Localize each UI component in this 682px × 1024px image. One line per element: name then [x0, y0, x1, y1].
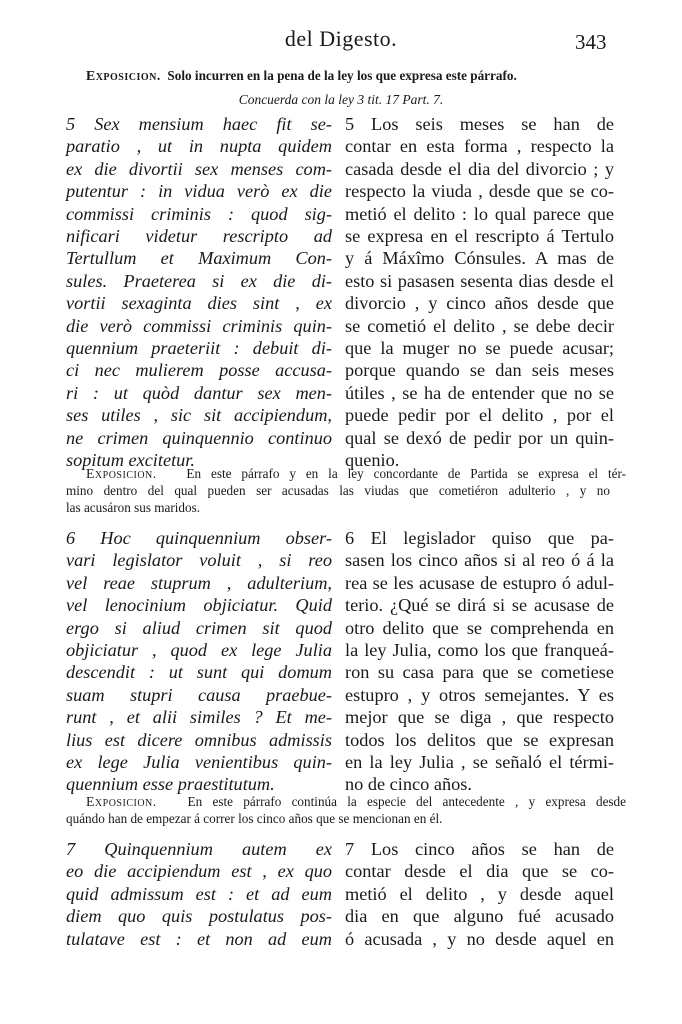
exposicion-text-line: mino dentro del qual pueden ser acusadas las viudas que cometiéron adulterio , y no	[66, 483, 610, 498]
section-7-latin	[66, 838, 332, 950]
exposicion-text-line: quándo han de empezar á correr los cinco años que se mencionan en él.	[66, 811, 443, 826]
latin-text-line: descendit : ut sunt qui domum	[66, 662, 332, 683]
section-5-spanish	[345, 113, 614, 472]
section-6-latin	[66, 527, 332, 796]
latin-text-line: 7 Quinquennium autem ex	[66, 839, 332, 859]
spanish-text-line: estupro , y otros semejantes. Y es	[345, 684, 614, 705]
spanish-text-line: casada desde el dia del divorcio ; y	[345, 158, 614, 179]
exposicion-text-line: las acusáron sus maridos.	[66, 500, 201, 515]
latin-text-line: ses utiles , sic sit accipiendum,	[66, 405, 332, 426]
latin-text-line: die verò commissi criminis quin-	[66, 315, 332, 336]
latin-text-line: 6 Hoc quinquennium obser-	[66, 528, 332, 548]
spanish-text-line: qual se dexó de pedir por un quin-	[345, 427, 614, 448]
spanish-text-line: dia en que alguno fué acusado	[345, 906, 614, 927]
latin-text-line: vel reae stuprum , adulterium,	[66, 572, 332, 593]
spanish-text-line: la ley Julia, como los que franqueá-	[345, 640, 614, 661]
latin-text-line: ergo si aliud crimen sit quod	[66, 617, 332, 638]
spanish-text-line: contar desde el dia que se co-	[345, 861, 614, 882]
latin-text-line: ex lege Julia venientibus quin-	[66, 752, 332, 773]
exposicion-text-line: En este párrafo continúa la especie del antecedente , y expresa desde	[187, 794, 627, 809]
spanish-text-line: se expresa en el rescripto á Tertulo	[345, 226, 614, 247]
spanish-text-line: sasen los cinco años si al reo ó á la	[345, 550, 614, 571]
exposicion-note-3	[86, 793, 626, 810]
latin-text-line: sules. Praeterea si ex die di-	[66, 270, 332, 291]
spanish-text-line: puede pedir por el delito , por el	[345, 405, 614, 426]
spanish-text-line: mejor que se diga , que respecto	[345, 707, 614, 728]
spanish-text-line: ron su casa para que se cometiese	[345, 662, 614, 683]
spanish-text-line: metió el delito : lo qual parece que	[345, 203, 614, 224]
latin-text-line: quennium praeteriit : debuit di-	[66, 338, 332, 359]
exposicion-label: Exposicion.	[86, 68, 161, 83]
spanish-text-line: y á Máxîmo Cónsules. A mas de	[345, 248, 614, 269]
running-head-title: del Digesto.	[284, 26, 398, 51]
exposicion-label: Exposicion.	[86, 466, 157, 481]
spanish-text-line: esto si pasasen sesenta dias desde el	[345, 270, 614, 291]
spanish-text-line: contar en esta forma , respecto la	[345, 136, 614, 157]
spanish-text-line: rea se les acusase de estupro ó adul-	[345, 572, 614, 593]
page-number: 343	[575, 30, 607, 54]
section-5-latin	[66, 113, 332, 472]
spanish-text-line: útiles , se ha de entender que no se	[345, 382, 614, 403]
latin-text-line: ri : ut quòd dantur sex men-	[66, 382, 332, 403]
latin-text-line: ci nec mulierem posse accusa-	[66, 360, 332, 381]
spanish-text-line: no de cinco años.	[345, 774, 472, 795]
latin-text-line: nificari videtur rescripto ad	[66, 226, 332, 247]
spanish-text-line: terio. ¿Qué se dirá si se acusase de	[345, 595, 614, 616]
latin-text-line: vortii sexaginta dies sint , ex	[66, 293, 332, 314]
latin-text-line: diem quo quis postulatus pos-	[66, 906, 332, 927]
spanish-text-line: 7 Los cinco años se han de	[345, 839, 614, 859]
latin-text-line: vel lenocinium objiciatur. Quid	[66, 595, 332, 616]
spanish-text-line: divorcio , y cinco años desde que	[345, 293, 614, 314]
spanish-text-line: ó acusada , y no desde aquel en	[345, 928, 614, 949]
latin-text-line: paratio , ut in nupta quidem	[66, 136, 332, 157]
latin-text-line: tulatave est : et non ad eum	[66, 928, 332, 949]
latin-text-line: 5 Sex mensium haec fit se-	[66, 114, 332, 134]
latin-text-line: quennium esse praestitutum.	[66, 774, 275, 795]
latin-text-line: quid admissum est : et ad eum	[66, 883, 332, 904]
spanish-text-line: otro delito que se comprehenda en	[345, 617, 614, 638]
concordance-note: Concuerda con la ley 3 tit. 17 Part. 7.	[238, 92, 444, 107]
latin-text-line: putentur : in vidua verò ex die	[66, 181, 332, 202]
spanish-text-line: quenio.	[345, 450, 400, 471]
spanish-text-line: 6 El legislador quiso que pa-	[345, 528, 614, 548]
latin-text-line: suam stupri causa praebue-	[66, 684, 332, 705]
latin-text-line: objiciatur , quod ex lege Julia	[66, 640, 332, 661]
latin-text-line: commissi criminis : quod sig-	[66, 203, 332, 224]
latin-text-line: vari legislator voluit , si reo	[66, 550, 332, 571]
exposicion-note-3-cont	[66, 810, 610, 827]
latin-text-line: ne crimen quinquennio continuo	[66, 427, 332, 448]
latin-text-line: runt , et alii similes ? Et me-	[66, 707, 332, 728]
exposicion-note-2-cont	[66, 482, 610, 516]
latin-text-line: ex die divortii sex menses com-	[66, 158, 332, 179]
latin-text-line: sopitum excitetur.	[66, 450, 195, 471]
section-7-spanish	[345, 838, 614, 950]
latin-text-line: Tertullum et Maximum Con-	[66, 248, 332, 269]
spanish-text-line: respecto la viuda , desde que se co-	[345, 181, 614, 202]
latin-text-line: eo die accipiendum est , ex quo	[66, 861, 332, 882]
section-6-spanish	[345, 527, 614, 796]
spanish-text-line: porque quando se dan seis meses	[345, 360, 614, 381]
exposicion-text-line: En este párrafo y en la ley concordante de Partida se expresa el tér-	[186, 466, 627, 481]
spanish-text-line: en la ley Julia , se señaló el térmi-	[345, 752, 614, 773]
spanish-text-line: se cometió el delito , se debe decir	[345, 315, 614, 336]
exposicion-label: Exposicion.	[86, 794, 157, 809]
spanish-text-line: 5 Los seis meses se han de	[345, 114, 614, 134]
exposicion-note-1	[86, 67, 626, 84]
exposicion-text: Solo incurren en la pena de la ley los que expresa este párrafo.	[167, 68, 517, 83]
latin-text-line: lius est dicere omnibus admissis	[66, 729, 332, 750]
spanish-text-line: metió el delito , y desde aquel	[345, 883, 614, 904]
exposicion-note-2	[86, 465, 626, 482]
spanish-text-line: que la muger no se puede acusar;	[345, 338, 614, 359]
spanish-text-line: todos los delitos que se expresan	[345, 729, 614, 750]
